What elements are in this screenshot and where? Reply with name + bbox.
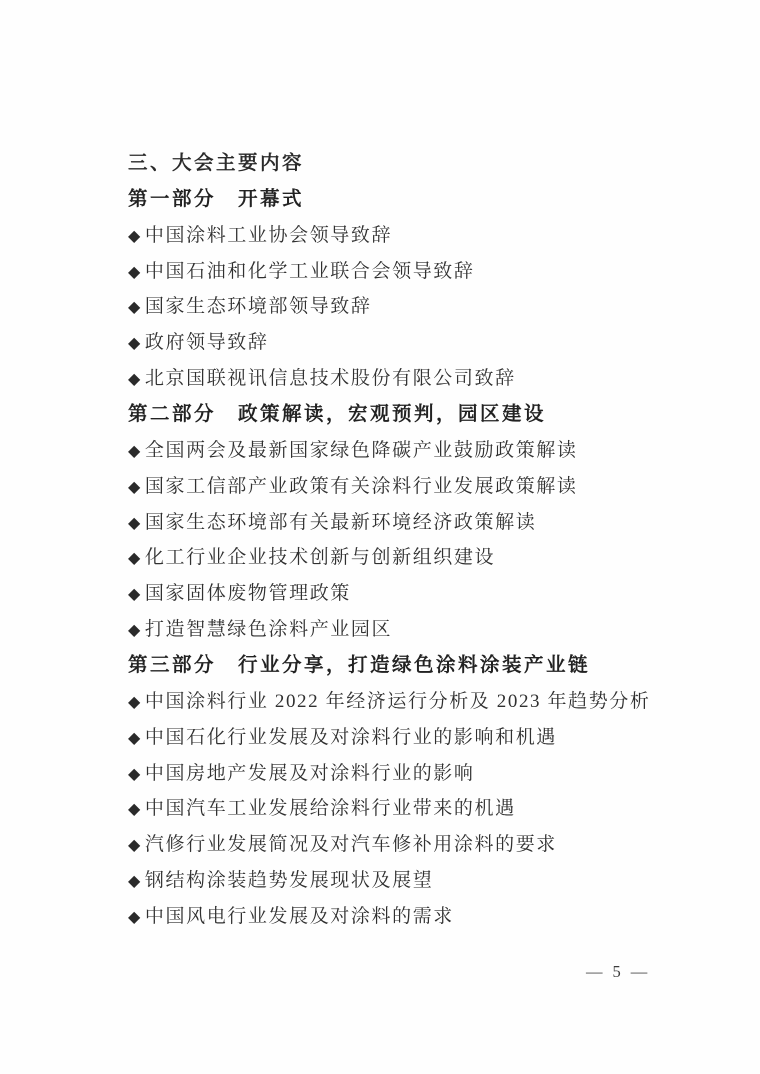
agenda-item [128,325,688,361]
agenda-item [128,612,688,648]
page-number-dash-left: — [586,962,604,981]
agenda-item-text: 国家工信部产业政策有关涂料行业发展政策解读 [144,475,578,497]
agenda-item-text: 打造智慧绿色涂料产业园区 [144,619,393,641]
diamond-bullet-icon: ◆ [128,801,142,819]
agenda-item-text: 中国石化行业发展及对涂料行业的影响和机遇 [144,726,557,748]
page-number-dash-right: — [630,962,649,981]
diamond-bullet-icon: ◆ [128,873,142,891]
page-title: 三、大会主要内容 [128,152,305,174]
agenda-item-text: 化工行业企业技术创新与创新组织建设 [144,547,496,569]
agenda-item [128,361,688,397]
agenda-item-text: 汽修行业发展简况及对汽车修补用涂料的要求 [144,834,557,856]
section-2-heading: 第二部分 政策解读，宏观预判，园区建设 [128,404,547,426]
agenda-item-text: 国家固体废物管理政策 [144,583,351,605]
agenda-item-text: 中国汽车工业发展给涂料行业带来的机遇 [144,798,516,820]
agenda-item [128,469,688,505]
diamond-bullet-icon: ◆ [128,335,142,353]
agenda-item [128,756,688,792]
agenda-item-text: 国家生态环境部领导致辞 [144,296,372,318]
agenda-item-text: 中国风电行业发展及对涂料的需求 [144,906,454,928]
agenda-item [128,827,688,863]
section-1-heading: 第一部分 开幕式 [128,188,305,210]
agenda-item [128,720,688,756]
page-number-value: 5 [612,962,622,981]
agenda-item [128,863,688,899]
diamond-bullet-icon: ◆ [128,299,142,317]
agenda-item [128,576,688,612]
agenda-item-text: 国家生态环境部有关最新环境经济政策解读 [144,511,537,533]
agenda-item [128,899,688,935]
diamond-bullet-icon: ◆ [128,514,142,532]
agenda-item [128,791,688,827]
agenda-item-text: 中国石油和化学工业联合会领导致辞 [144,260,475,282]
agenda-item [128,254,688,290]
agenda-item-text: 钢结构涂装趋势发展现状及展望 [144,870,434,892]
agenda-item [128,540,688,576]
document-body [128,146,688,935]
diamond-bullet-icon: ◆ [128,550,142,568]
agenda-item [128,684,688,720]
agenda-item-text: 政府领导致辞 [144,332,269,354]
agenda-item-text: 中国涂料行业 2022 年经济运行分析及 2023 年趋势分析 [144,690,651,712]
diamond-bullet-icon: ◆ [128,586,142,604]
agenda-item [128,505,688,541]
agenda-item-text: 中国房地产发展及对涂料行业的影响 [144,762,475,784]
section-3-heading: 第三部分 行业分享，打造绿色涂料涂装产业链 [128,655,591,677]
agenda-item [128,289,688,325]
diamond-bullet-icon: ◆ [128,909,142,927]
diamond-bullet-icon: ◆ [128,622,142,640]
diamond-bullet-icon: ◆ [128,442,142,460]
page-number [586,962,648,982]
agenda-item-text: 全国两会及最新国家绿色降碳产业鼓励政策解读 [144,439,578,461]
agenda-item-text: 北京国联视讯信息技术股份有限公司致辞 [144,368,516,390]
diamond-bullet-icon: ◆ [128,729,142,747]
diamond-bullet-icon: ◆ [128,478,142,496]
diamond-bullet-icon: ◆ [128,765,142,783]
agenda-item [128,433,688,469]
diamond-bullet-icon: ◆ [128,263,142,281]
agenda-item-text: 中国涂料工业协会领导致辞 [144,224,393,246]
agenda-item [128,218,688,254]
diamond-bullet-icon: ◆ [128,837,142,855]
diamond-bullet-icon: ◆ [128,693,142,711]
diamond-bullet-icon: ◆ [128,371,142,389]
diamond-bullet-icon: ◆ [128,227,142,245]
